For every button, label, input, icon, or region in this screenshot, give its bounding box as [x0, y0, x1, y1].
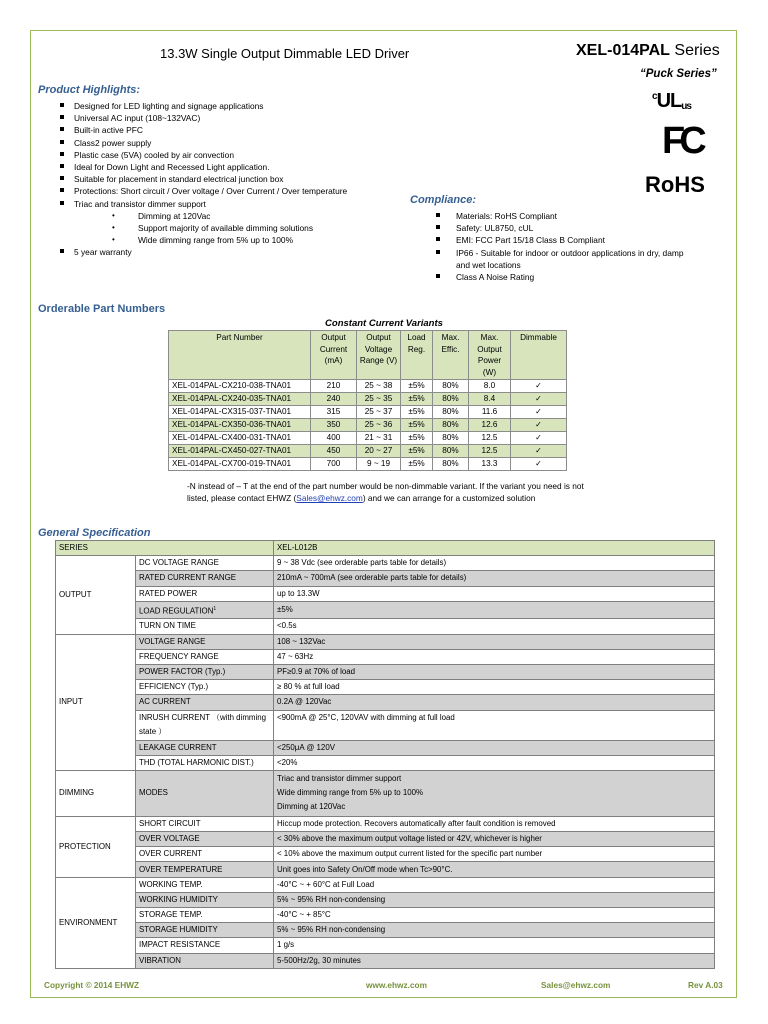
series-suffix: Series — [669, 42, 720, 59]
list-item: Suitable for placement in standard electrical junction box — [60, 173, 347, 185]
spec-value: ≥ 80 % at full load — [274, 680, 715, 695]
table-cell: 210 — [311, 380, 357, 393]
cul-us-logo: $^c$ULus — [652, 90, 691, 112]
table-cell: 25 ~ 36 — [357, 419, 401, 432]
table-row — [169, 458, 567, 471]
table-cell: 450 — [311, 445, 357, 458]
table-cell: 400 — [311, 432, 357, 445]
table-cell: 8.4 — [469, 393, 511, 406]
table-cell: ✓ — [511, 406, 567, 419]
list-item: Class A Noise Rating — [434, 271, 696, 283]
column-header: Part Number — [169, 331, 311, 380]
sub-list-item: • Support majority of available dimming solutions — [60, 222, 347, 234]
column-header: Dimmable — [511, 331, 567, 380]
spec-label: POWER FACTOR (Typ.) — [136, 664, 274, 679]
table-cell: 240 — [311, 393, 357, 406]
table-row — [56, 586, 715, 601]
part-number-cell: XEL-014PAL-CX240-035-TNA01 — [169, 393, 311, 406]
spec-value: ±5% — [274, 601, 715, 619]
spec-value: 5% ~ 95% RH non-condensing — [274, 892, 715, 907]
spec-label: INRUSH CURRENT （with dimming state ） — [136, 710, 274, 740]
spec-label: WORKING HUMIDITY — [136, 892, 274, 907]
table-cell: 21 ~ 31 — [357, 432, 401, 445]
list-item: Protections: Short circuit / Over voltage / Over Current / Over temperature — [60, 185, 347, 197]
table-cell: 25 ~ 37 — [357, 406, 401, 419]
spec-table — [55, 540, 715, 969]
table-cell: 700 — [311, 458, 357, 471]
spec-value: 5-500Hz/2g, 30 minutes — [274, 953, 715, 968]
spec-label: OVER TEMPERATURE — [136, 862, 274, 877]
spec-label: MODES — [136, 770, 274, 816]
table-row — [169, 445, 567, 458]
table-row — [56, 832, 715, 847]
spec-label: LEAKAGE CURRENT — [136, 740, 274, 755]
group-protection: PROTECTION — [56, 816, 136, 877]
table-row — [56, 892, 715, 907]
list-item: IP66 - Suitable for indoor or outdoor applications in dry, damp and wet locations — [434, 247, 696, 271]
spec-value: 0.2A @ 120Vac — [274, 695, 715, 710]
spec-label: AC CURRENT — [136, 695, 274, 710]
table-row — [56, 770, 715, 816]
spec-value: <250μA @ 120V — [274, 740, 715, 755]
table-row — [169, 406, 567, 419]
table-cell: ±5% — [401, 393, 433, 406]
spec-label: EFFICIENCY (Typ.) — [136, 680, 274, 695]
table-row — [56, 634, 715, 649]
spec-label: VIBRATION — [136, 953, 274, 968]
list-item: Safety: UL8750, cUL — [434, 222, 696, 234]
spec-label: WORKING TEMP. — [136, 877, 274, 892]
list-item: Materials: RoHS Compliant — [434, 210, 696, 222]
list-item: EMI: FCC Part 15/18 Class B Compliant — [434, 234, 696, 246]
compliance-list — [434, 210, 696, 283]
part-number-cell: XEL-014PAL-CX400-031-TNA01 — [169, 432, 311, 445]
spec-label: RATED POWER — [136, 586, 274, 601]
table-cell: ±5% — [401, 419, 433, 432]
part-number-note: -N instead of – T at the end of the part number would be non-dimmable variant. If the variant you need is not listed, please contact EHWZ (Sales@ehwz.com) and we can arrange for a customized solution — [187, 481, 584, 504]
list-item: Universal AC input (108~132VAC) — [60, 112, 347, 124]
table-cell: ✓ — [511, 419, 567, 432]
table-cell: 80% — [433, 445, 469, 458]
spec-value: 210mA ~ 700mA (see orderable parts table for details) — [274, 571, 715, 586]
spec-value: < 30% above the maximum output voltage listed or 42V, whichever is higher — [274, 832, 715, 847]
column-header: Max. Output Power (W) — [469, 331, 511, 380]
table-cell: ✓ — [511, 393, 567, 406]
table-cell: 80% — [433, 432, 469, 445]
table-cell: 12.5 — [469, 445, 511, 458]
table-row — [169, 393, 567, 406]
spec-value: -40°C ~ + 85°C — [274, 908, 715, 923]
column-header: Output Voltage Range (V) — [357, 331, 401, 380]
series-model: XEL-014PAL — [576, 42, 670, 59]
spec-value: Hiccup mode protection. Recovers automatically after fault condition is removed — [274, 816, 715, 831]
table-row — [56, 541, 715, 556]
fcc-logo: FC — [662, 120, 701, 162]
series-value: XEL-L012B — [274, 541, 715, 556]
list-item: 5 year warranty — [60, 246, 347, 258]
list-item: Built-in active PFC — [60, 124, 347, 136]
table-cell: 80% — [433, 458, 469, 471]
table-cell: ✓ — [511, 432, 567, 445]
table-row — [56, 938, 715, 953]
spec-value: 9 ~ 38 Vdc (see orderable parts table for details) — [274, 556, 715, 571]
spec-label: VOLTAGE RANGE — [136, 634, 274, 649]
compliance-heading: Compliance: — [410, 194, 477, 206]
table-cell: 80% — [433, 406, 469, 419]
table-cell: 12.5 — [469, 432, 511, 445]
spec-label: STORAGE TEMP. — [136, 908, 274, 923]
sub-list-item: • Dimming at 120Vac — [60, 210, 347, 222]
spec-label: THD (TOTAL HARMONIC DIST.) — [136, 755, 274, 770]
table-row — [56, 710, 715, 740]
spec-value: 5% ~ 95% RH non-condensing — [274, 923, 715, 938]
table-row — [56, 953, 715, 968]
footer-copyright: Copyright © 2014 EHWZ — [44, 980, 140, 990]
spec-label: FREQUENCY RANGE — [136, 649, 274, 664]
document-title: 13.3W Single Output Dimmable LED Driver — [160, 46, 410, 61]
rohs-logo: RoHS — [645, 172, 705, 197]
table-cell: ✓ — [511, 445, 567, 458]
part-number-cell: XEL-014PAL-CX210-038-TNA01 — [169, 380, 311, 393]
group-dimming: DIMMING — [56, 770, 136, 816]
spec-label: RATED CURRENT RANGE — [136, 571, 274, 586]
footer-revision: Rev A.03 — [688, 980, 723, 990]
table-cell: 80% — [433, 380, 469, 393]
spec-label: STORAGE HUMIDITY — [136, 923, 274, 938]
table-caption: Constant Current Variants — [325, 318, 443, 329]
spec-value: <900mA @ 25°C, 120VAV with dimming at full load — [274, 710, 715, 740]
spec-label: OVER CURRENT — [136, 847, 274, 862]
spec-label: OVER VOLTAGE — [136, 832, 274, 847]
table-cell: ±5% — [401, 445, 433, 458]
table-row — [56, 649, 715, 664]
table-row — [56, 695, 715, 710]
table-cell: 350 — [311, 419, 357, 432]
table-cell: 13.3 — [469, 458, 511, 471]
table-row — [56, 816, 715, 831]
table-row — [169, 432, 567, 445]
table-row — [56, 862, 715, 877]
table-row — [56, 877, 715, 892]
group-output: OUTPUT — [56, 556, 136, 634]
highlights-heading: Product Highlights: — [38, 84, 141, 96]
part-number-cell: XEL-014PAL-CX450-027-TNA01 — [169, 445, 311, 458]
column-header: Max. Effic. — [433, 331, 469, 380]
sub-list-item: • Wide dimming range from 5% up to 100% — [60, 234, 347, 246]
spec-value: < 10% above the maximum output current listed for the specific part number — [274, 847, 715, 862]
list-item: Class2 power supply — [60, 137, 347, 149]
list-item: Designed for LED lighting and signage applications — [60, 100, 347, 112]
table-row — [56, 571, 715, 586]
table-cell: ±5% — [401, 380, 433, 393]
part-number-cell: XEL-014PAL-CX315-037-TNA01 — [169, 406, 311, 419]
table-row — [56, 556, 715, 571]
table-row — [56, 601, 715, 619]
spec-heading: General Specification — [38, 527, 151, 539]
table-cell: 9 ~ 19 — [357, 458, 401, 471]
part-number-cell: XEL-014PAL-CX350-036-TNA01 — [169, 419, 311, 432]
highlights-list — [60, 100, 347, 259]
table-row — [56, 740, 715, 755]
table-row — [169, 380, 567, 393]
orderable-heading: Orderable Part Numbers — [38, 303, 166, 315]
spec-label: DC VOLTAGE RANGE — [136, 556, 274, 571]
email-link[interactable]: Sales@ehwz.com — [296, 493, 363, 504]
table-cell: ✓ — [511, 380, 567, 393]
table-cell: 8.0 — [469, 380, 511, 393]
spec-label: TURN ON TIME — [136, 619, 274, 634]
series-label: SERIES — [56, 541, 274, 556]
table-cell: ±5% — [401, 432, 433, 445]
spec-label: SHORT CIRCUIT — [136, 816, 274, 831]
table-cell: 12.6 — [469, 419, 511, 432]
table-row — [56, 847, 715, 862]
table-row — [56, 680, 715, 695]
spec-value: Unit goes into Safety On/Off mode when Tc>90°C. — [274, 862, 715, 877]
spec-value: 1 g/s — [274, 938, 715, 953]
footer-email-link[interactable]: Sales@ehwz.com — [541, 980, 611, 990]
table-cell: ±5% — [401, 406, 433, 419]
table-row — [56, 923, 715, 938]
table-cell: ✓ — [511, 458, 567, 471]
table-cell: 25 ~ 35 — [357, 393, 401, 406]
table-row — [56, 908, 715, 923]
list-item: Triac and transistor dimmer support — [60, 198, 347, 210]
spec-value: -40°C ~ + 60°C at Full Load — [274, 877, 715, 892]
table-cell: 315 — [311, 406, 357, 419]
spec-value: Triac and transistor dimmer support Wide dimming range from 5% up to 100% Dimming at 120Vac — [274, 770, 715, 816]
parts-table — [168, 330, 567, 471]
spec-value: 108 ~ 132Vac — [274, 634, 715, 649]
table-cell: 11.6 — [469, 406, 511, 419]
table-cell: 80% — [433, 393, 469, 406]
table-row — [56, 619, 715, 634]
column-header: Output Current (mA) — [311, 331, 357, 380]
spec-value: <0.5s — [274, 619, 715, 634]
spec-value: up to 13.3W — [274, 586, 715, 601]
footer-website-link[interactable]: www.ehwz.com — [366, 980, 428, 990]
spec-value: <20% — [274, 755, 715, 770]
table-row — [169, 419, 567, 432]
series-subtitle: “Puck Series” — [640, 68, 717, 80]
table-cell: ±5% — [401, 458, 433, 471]
spec-value: 47 ~ 63Hz — [274, 649, 715, 664]
spec-label: LOAD REGULATION$^1$ — [136, 601, 274, 619]
series-title — [576, 42, 720, 60]
spec-value: PF≥0.9 at 70% of load — [274, 664, 715, 679]
table-cell: 80% — [433, 419, 469, 432]
group-input: INPUT — [56, 634, 136, 770]
table-row — [56, 755, 715, 770]
table-cell: 20 ~ 27 — [357, 445, 401, 458]
spec-label: IMPACT RESISTANCE — [136, 938, 274, 953]
list-item: Plastic case (5VA) cooled by air convection — [60, 149, 347, 161]
group-environment: ENVIRONMENT — [56, 877, 136, 968]
table-row — [56, 664, 715, 679]
part-number-cell: XEL-014PAL-CX700-019-TNA01 — [169, 458, 311, 471]
column-header: Load Reg. — [401, 331, 433, 380]
table-cell: 25 ~ 38 — [357, 380, 401, 393]
list-item: Ideal for Down Light and Recessed Light application. — [60, 161, 347, 173]
